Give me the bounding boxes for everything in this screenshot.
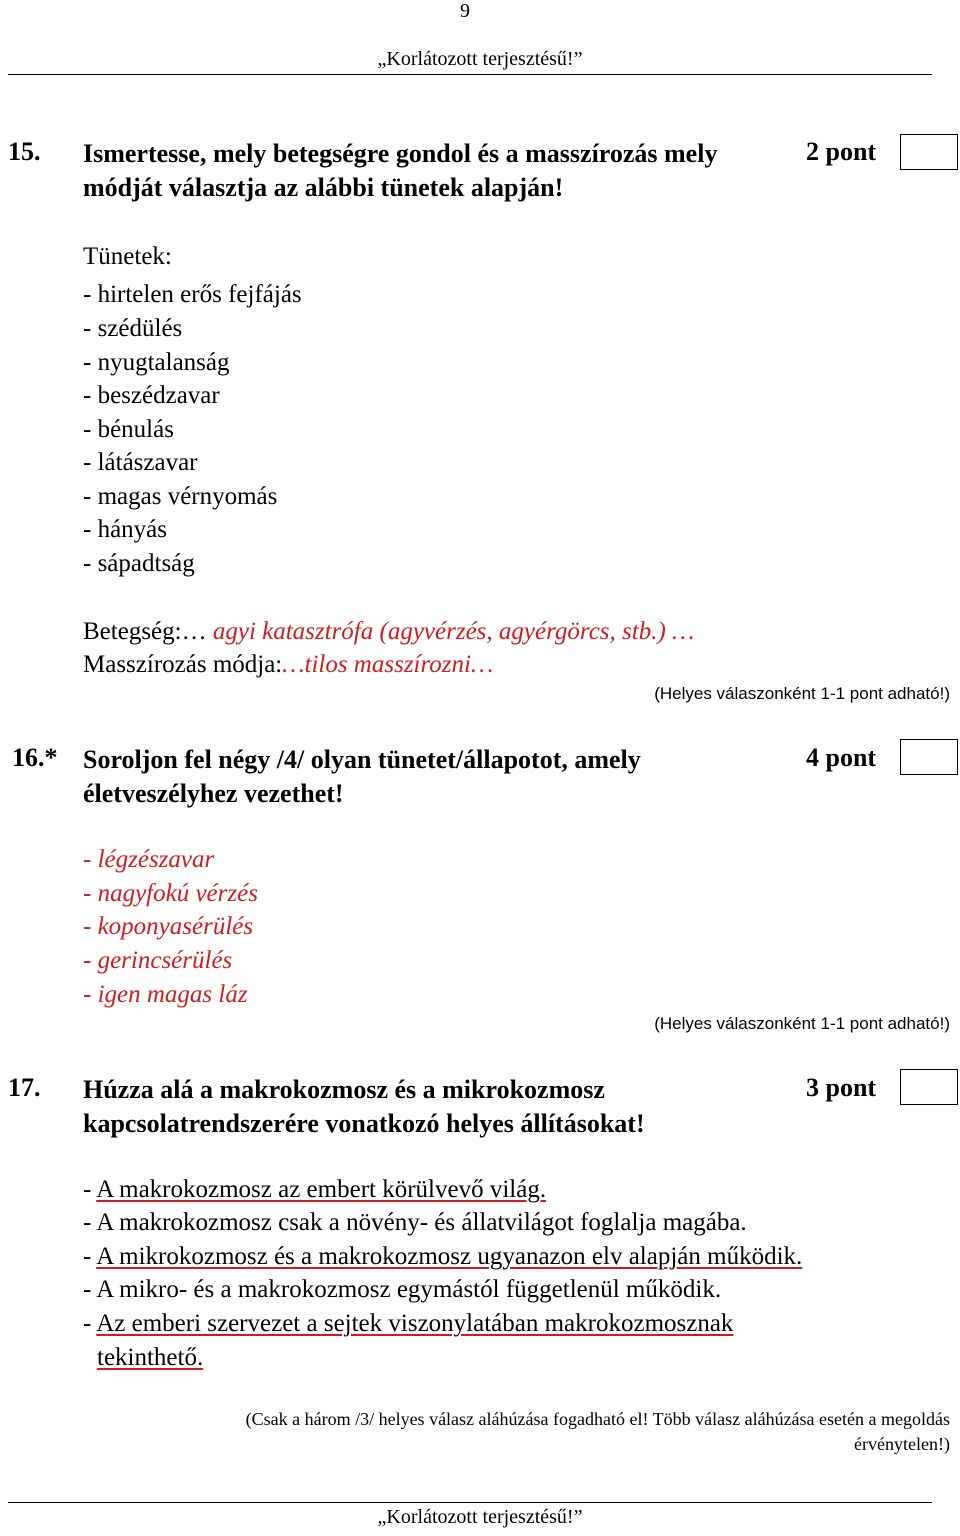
q15-disease-answer: agyi katasztrófa (agyvérzés, agyérgörcs, stb.) …	[206, 618, 695, 645]
q17-statement-dash: -	[83, 1176, 97, 1203]
q17-statement-1-text: A makrokozmosz az embert körülvevő világ.	[96, 1176, 547, 1203]
q15-symptom: - hányás	[83, 516, 167, 543]
q16-number: 16.*	[12, 743, 58, 772]
q16-answer: - gerincsérülés	[83, 947, 233, 974]
q17-statement-1[interactable]	[83, 1176, 546, 1204]
q15-scoring-note: (Helyes válaszonként 1-1 pont adható!)	[654, 684, 950, 703]
q15-symptom: - nyugtalanság	[83, 349, 230, 376]
q17-statement-5-cont	[97, 1344, 203, 1372]
q17-statement-4[interactable]: - A mikro- és a makrokozmosz egymástól függetlenül működik.	[83, 1276, 722, 1303]
q17-title-line1: Húzza alá a makrokozmosz és a mikrokozmosz	[83, 1075, 605, 1104]
page-number: 9	[460, 0, 470, 22]
q15-massage-line	[83, 651, 493, 679]
q15-score-box[interactable]	[900, 134, 958, 170]
q15-disease-label: Betegség:…	[83, 618, 207, 645]
q15-symptom: - magas vérnyomás	[83, 483, 278, 510]
q16-points: 4 pont	[806, 743, 877, 772]
q16-answer: - igen magas láz	[83, 981, 248, 1008]
q17-statement-3[interactable]	[83, 1243, 802, 1271]
q17-title-line2: kapcsolatrendszerére vonatkozó helyes állításokat!	[83, 1109, 645, 1138]
q17-scoring-note-line1: (Csak a három /3/ helyes válasz aláhúzása fogadható el! Több válasz aláhúzása esetén a megoldás	[245, 1409, 950, 1429]
q15-disease-line	[83, 618, 694, 646]
q15-massage-label: Masszírozás módja:	[83, 651, 283, 678]
q17-scoring-note-line2: érvénytelen!)	[854, 1434, 950, 1454]
q16-answer: - koponyasérülés	[83, 913, 254, 940]
q17-statement-5[interactable]	[83, 1310, 733, 1338]
q16-score-box[interactable]	[900, 739, 958, 775]
q17-statement-2[interactable]: - A makrokozmosz csak a növény- és állatvilágot foglalja magába.	[83, 1209, 747, 1236]
q15-symptom: - sápadtság	[83, 550, 195, 577]
q16-answer: - nagyfokú vérzés	[83, 880, 258, 907]
q15-title-line1: Ismertesse, mely betegségre gondol és a masszírozás mely	[83, 139, 718, 168]
header-restriction: „Korlátozott terjesztésű!”	[377, 48, 583, 70]
footer-rule	[8, 1502, 932, 1503]
q17-score-box[interactable]	[900, 1069, 958, 1105]
footer-restriction: „Korlátozott terjesztésű!”	[377, 1506, 583, 1528]
q15-symptom: - hirtelen erős fejfájás	[83, 281, 302, 308]
q16-answer: - légzészavar	[83, 846, 215, 873]
q15-number: 15.	[8, 137, 41, 166]
q17-number: 17.	[8, 1073, 41, 1102]
q17-points: 3 pont	[806, 1073, 877, 1102]
q15-symptom: - látászavar	[83, 449, 198, 476]
q15-points: 2 pont	[806, 137, 877, 166]
q17-statement-5-text-a: Az emberi szervezet a sejtek viszonylatában makrokozmosznak	[96, 1310, 734, 1337]
q15-symptom: - beszédzavar	[83, 382, 220, 409]
q15-symptom: - szédülés	[83, 315, 183, 342]
header-rule	[8, 74, 932, 75]
q15-symptom: - bénulás	[83, 416, 174, 443]
q17-statement-dash: -	[83, 1243, 97, 1270]
q16-title-line2: életveszélyhez vezethet!	[83, 779, 344, 808]
q17-statement-5-text-b: tekinthető.	[97, 1344, 204, 1371]
q16-title-line1: Soroljon fel négy /4/ olyan tünetet/állapotot, amely	[83, 745, 641, 774]
q15-massage-answer: …tilos masszírozni…	[282, 651, 494, 678]
q15-symptoms-label: Tünetek:	[83, 243, 172, 270]
q17-statement-dash: -	[83, 1310, 97, 1337]
q17-statement-3-text: A mikrokozmosz és a makrokozmosz ugyanazon elv alapján működik.	[96, 1243, 803, 1270]
q15-title-line2: módját választja az alábbi tünetek alapján!	[83, 173, 564, 202]
q16-scoring-note: (Helyes válaszonként 1-1 pont adható!)	[654, 1014, 950, 1033]
